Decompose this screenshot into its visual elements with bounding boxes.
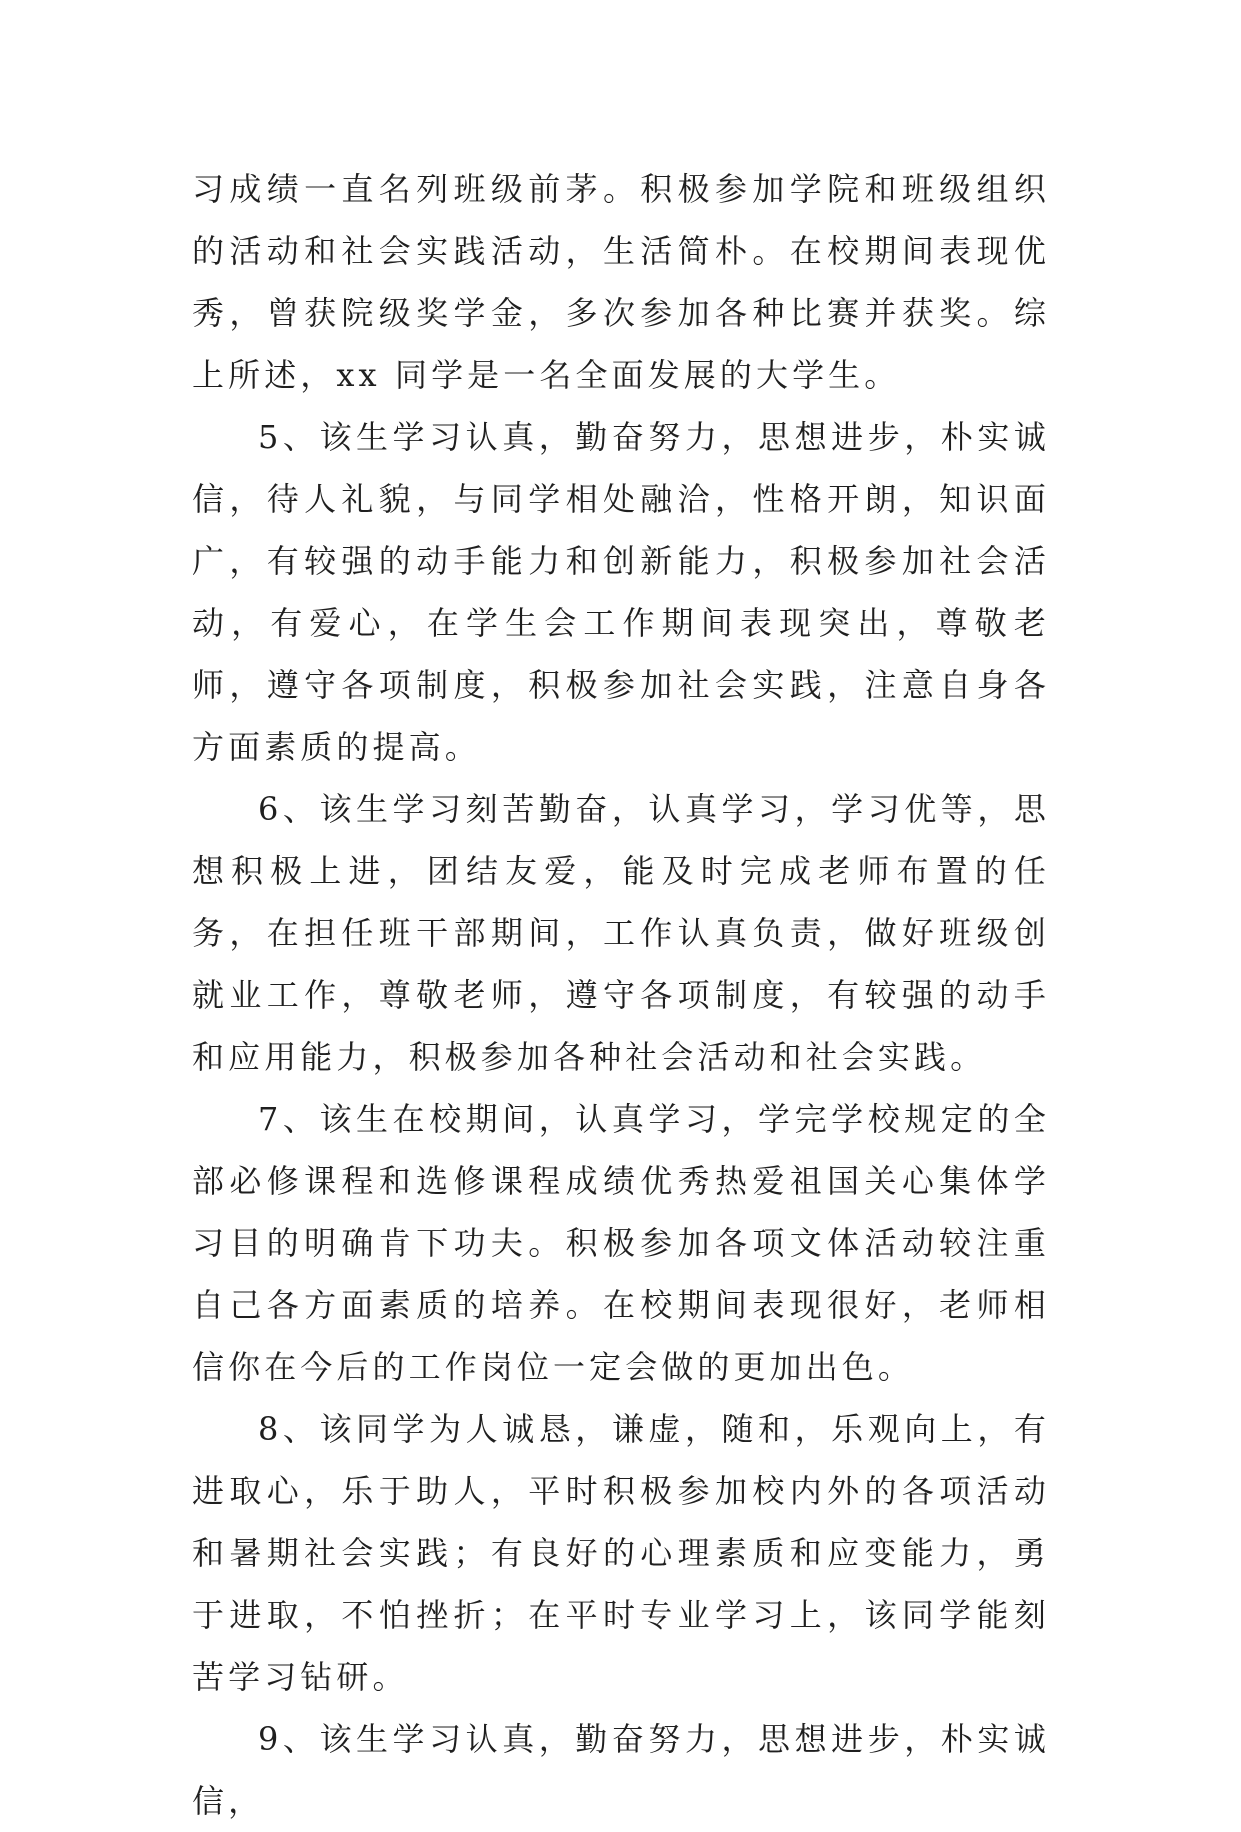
paragraph-item-6: 6、该生学习刻苦勤奋，认真学习，学习优等，思想积极上进，团结友爱，能及时完成老师布置的任务，在担任班干部期间，工作认真负责，做好班级创就业工作，尊敬老师，遵守各项制度，有较强的动手和应用能力，积极参加各种社会活动和社会实践。: [192, 790, 1050, 1076]
document-body: [192, 158, 1050, 1832]
paragraph-item-5: 5、该生学习认真，勤奋努力，思想进步，朴实诚信，待人礼貌，与同学相处融洽，性格开朗，知识面广，有较强的动手能力和创新能力，积极参加社会活动，有爱心，在学生会工作期间表现突出，尊敬老师，遵守各项制度，积极参加社会实践，注意自身各方面素质的提高。: [192, 418, 1050, 766]
paragraph-continuation: 习成绩一直名列班级前茅。积极参加学院和班级组织的活动和社会实践活动，生活简朴。在校期间表现优秀，曾获院级奖学金，多次参加各种比赛并获奖。综上所述，xx 同学是一名全面发展的大学生。: [192, 170, 1050, 394]
paragraph-item-8: 8、该同学为人诚恳，谦虚，随和，乐观向上，有进取心，乐于助人，平时积极参加校内外的各项活动和暑期社会实践；有良好的心理素质和应变能力，勇于进取，不怕挫折；在平时专业学习上，该同学能刻苦学习钻研。: [192, 1410, 1050, 1696]
paragraph-item-7: 7、该生在校期间，认真学习，学完学校规定的全部必修课程和选修课程成绩优秀热爱祖国关心集体学习目的明确肯下功夫。积极参加各项文体活动较注重自己各方面素质的培养。在校期间表现很好，老师相信你在今后的工作岗位一定会做的更加出色。: [192, 1100, 1050, 1386]
paragraph-item-9: 9、该生学习认真，勤奋努力，思想进步，朴实诚信，: [192, 1720, 1050, 1820]
